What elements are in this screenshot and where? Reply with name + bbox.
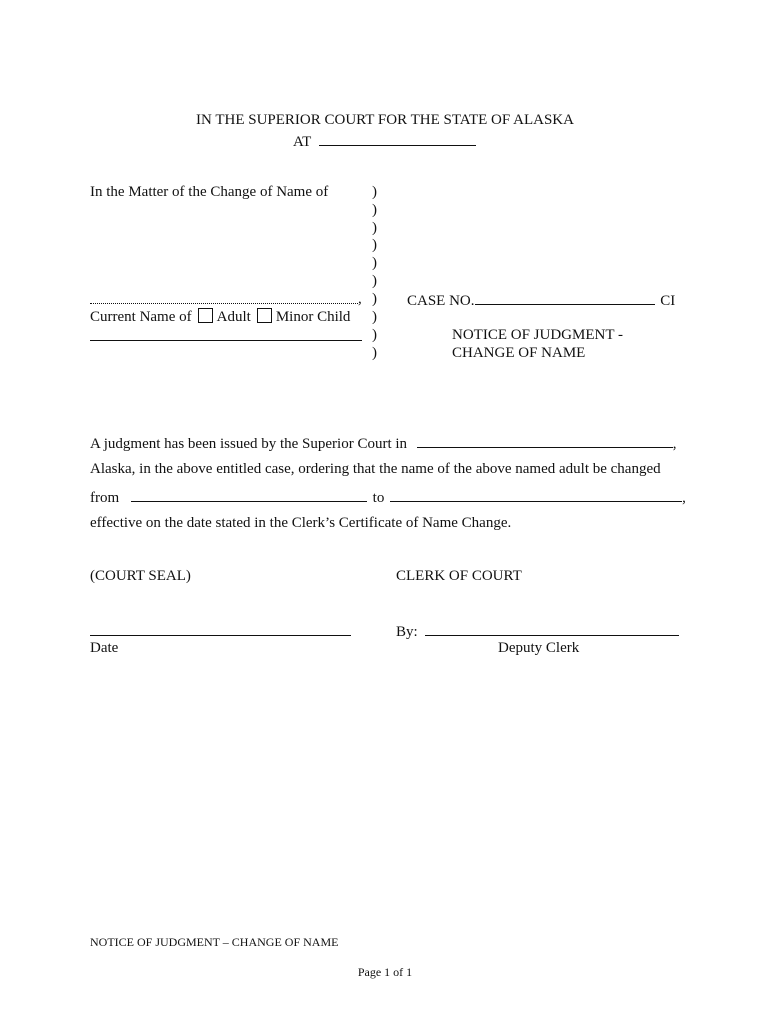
name-comma: , — [358, 291, 362, 307]
caption-paren: ) — [372, 220, 377, 236]
minor-child-checkbox[interactable] — [257, 308, 272, 323]
by-label: By: — [396, 624, 418, 640]
new-name-field[interactable] — [90, 303, 358, 304]
page-number: Page 1 of 1 — [357, 965, 413, 979]
deputy-clerk-label: Deputy Clerk — [498, 640, 580, 656]
current-name-row — [90, 308, 350, 326]
by-row — [396, 621, 679, 641]
adult-checkbox[interactable] — [198, 308, 213, 323]
to-name-field[interactable] — [390, 487, 682, 502]
current-name-label: Current Name of — [90, 309, 192, 325]
court-city-field[interactable] — [417, 433, 673, 448]
court-location-field[interactable] — [319, 131, 476, 146]
judgment-text: A judgment has been issued by the Superior Court in — [90, 436, 408, 452]
from-label: from — [90, 490, 120, 506]
court-location — [293, 131, 476, 151]
deputy-clerk-signature-field[interactable] — [425, 621, 679, 636]
comma: , — [682, 490, 686, 506]
judgment-line-2: Alaska, in the above entitled case, ordering that the name of the above named adult be changed — [90, 461, 661, 477]
court-seal-label: (COURT SEAL) — [90, 568, 191, 584]
caption-paren: ) — [372, 309, 377, 325]
footer-form-title: NOTICE OF JUDGMENT – CHANGE OF NAME — [90, 935, 339, 949]
court-title: IN THE SUPERIOR COURT FOR THE STATE OF ALASKA — [196, 112, 574, 128]
clerk-of-court-label: CLERK OF COURT — [396, 568, 522, 584]
caption-paren: ) — [372, 237, 377, 253]
caption-paren: ) — [372, 345, 377, 361]
case-number-row — [407, 290, 675, 310]
caption-paren: ) — [372, 184, 377, 200]
date-label: Date — [90, 640, 119, 656]
judgment-line-3 — [90, 487, 686, 507]
current-name-field[interactable] — [90, 340, 362, 341]
caption-paren: ) — [372, 202, 377, 218]
caption-paren: ) — [372, 255, 377, 271]
caption-paren: ) — [372, 291, 377, 307]
notice-title-line-1: NOTICE OF JUDGMENT - — [452, 327, 623, 343]
judgment-line-1 — [90, 433, 677, 453]
caption-paren: ) — [372, 327, 377, 343]
notice-title-line-2: CHANGE OF NAME — [452, 345, 586, 361]
at-label: AT — [293, 134, 312, 150]
case-number-field[interactable] — [475, 290, 655, 305]
comma: , — [672, 436, 677, 452]
case-suffix: CI — [660, 293, 676, 309]
caption-paren: ) — [372, 273, 377, 289]
judgment-line-4: effective on the date stated in the Clerk’s Certificate of Name Change. — [90, 515, 512, 531]
date-field[interactable] — [90, 635, 351, 636]
minor-child-label: Minor Child — [275, 309, 351, 325]
from-name-field[interactable] — [131, 487, 367, 502]
adult-label: Adult — [216, 309, 251, 325]
case-no-label: CASE NO. — [407, 293, 475, 309]
to-label: to — [372, 490, 385, 506]
matter-label: In the Matter of the Change of Name of — [90, 184, 329, 200]
